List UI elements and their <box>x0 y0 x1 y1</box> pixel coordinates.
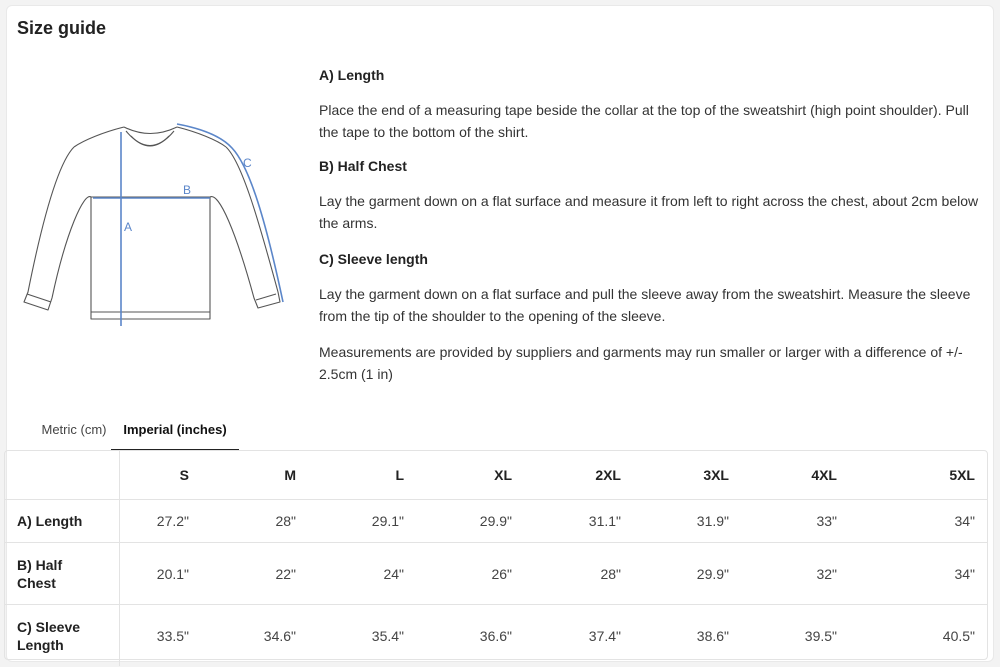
cell-chest-xl: 26" <box>443 543 551 605</box>
body-outline <box>91 197 210 319</box>
shoulder-left <box>74 127 124 147</box>
measure-line-c <box>177 124 283 302</box>
tab-imperial[interactable]: Imperial (inches) <box>111 414 239 451</box>
section-sleeve-body: Lay the garment down on a flat surface and pull the sleeve away from the sweatshirt. Measure the sleeve from the tip of the shoulder to the opening of the sleeve. <box>319 286 971 324</box>
row-label-length-text: A) Length <box>17 513 83 529</box>
sleeve-right <box>210 147 280 308</box>
cell-chest-3xl: 29.9" <box>660 543 768 605</box>
cell-length-3xl: 31.9" <box>660 500 768 543</box>
size-col-l: L <box>335 450 443 500</box>
cell-sleeve-s: 33.5" <box>156 627 189 644</box>
row-label-sleeve-length <box>4 605 119 667</box>
size-header-row <box>4 450 988 500</box>
cell-length-5xl: 34" <box>876 500 988 543</box>
cell-length-2xl: 31.1" <box>551 500 660 543</box>
row-label-half-chest-line2: Chest <box>17 574 56 591</box>
sleeve-left <box>24 147 91 310</box>
measurement-instructions <box>319 60 979 385</box>
section-chest-body: Lay the garment down on a flat surface and measure it from left to right across the chest, about 2cm below the arms. <box>319 193 979 231</box>
cell-length-l: 29.1" <box>335 500 443 543</box>
cell-chest-5xl: 34" <box>876 543 988 605</box>
size-table <box>4 450 988 666</box>
table-corner-cell <box>4 450 119 500</box>
section-length-body: Place the end of a measuring tape beside the collar at the top of the sweatshirt (high point shoulder). Pull the tape to the bottom of the shirt. <box>319 102 969 140</box>
collar-rib <box>131 136 169 146</box>
cell-length-s: 27.2" <box>119 500 228 543</box>
cell-sleeve-3xl: 38.6" <box>696 627 729 644</box>
cell-length-4xl: 33" <box>768 500 876 543</box>
collar-outer <box>124 127 177 134</box>
size-col-3xl: 3XL <box>660 450 768 500</box>
cell-chest-s: 20.1" <box>119 543 228 605</box>
section-length-heading: A) Length <box>319 67 385 83</box>
label-a: A <box>124 220 133 234</box>
cell-sleeve-xl: 36.6" <box>479 627 512 644</box>
label-c: C <box>243 156 252 170</box>
row-label-half-chest-line1: B) Half <box>17 556 63 573</box>
page-title: Size guide <box>17 18 107 38</box>
cell-chest-2xl: 28" <box>551 543 660 605</box>
unit-tabs <box>10 414 250 450</box>
cell-sleeve-5xl: 40.5" <box>942 627 975 644</box>
section-chest-heading: B) Half Chest <box>319 158 407 174</box>
cell-sleeve-2xl: 37.4" <box>588 627 621 644</box>
size-col-xl: XL <box>443 450 551 500</box>
table-row-length <box>4 500 988 543</box>
cell-sleeve-l: 35.4" <box>371 627 404 644</box>
cell-chest-m: 22" <box>228 543 335 605</box>
cell-chest-4xl: 32" <box>768 543 876 605</box>
size-col-2xl: 2XL <box>551 450 660 500</box>
table-row-sleeve-length <box>4 605 988 667</box>
size-col-4xl: 4XL <box>768 450 876 500</box>
cell-length-xl: 29.9" <box>443 500 551 543</box>
table-row-half-chest <box>4 543 988 605</box>
cuff-right <box>256 294 276 300</box>
cell-chest-l: 24" <box>335 543 443 605</box>
cell-length-m: 28" <box>228 500 335 543</box>
row-label-half-chest <box>4 543 119 605</box>
size-col-5xl: 5XL <box>876 450 988 500</box>
cuff-left <box>27 294 51 302</box>
row-label-sleeve-line2: Length <box>17 636 64 653</box>
tab-metric[interactable]: Metric (cm) <box>41 422 107 437</box>
row-label-length <box>4 500 119 543</box>
sweatshirt-svg <box>14 112 284 330</box>
measurement-note: Measurements are provided by suppliers and garments may run smaller or larger with a difference of +/- 2.5cm (1 in) <box>319 344 963 382</box>
size-col-s: S <box>119 450 228 500</box>
section-sleeve-heading: C) Sleeve length <box>319 251 428 267</box>
cell-sleeve-4xl: 39.5" <box>804 627 837 644</box>
sweatshirt-diagram <box>14 112 284 330</box>
label-b: B <box>183 183 192 197</box>
size-col-m: M <box>228 450 335 500</box>
row-label-sleeve-line1: C) Sleeve <box>17 618 81 635</box>
cell-sleeve-m: 34.6" <box>263 627 296 644</box>
